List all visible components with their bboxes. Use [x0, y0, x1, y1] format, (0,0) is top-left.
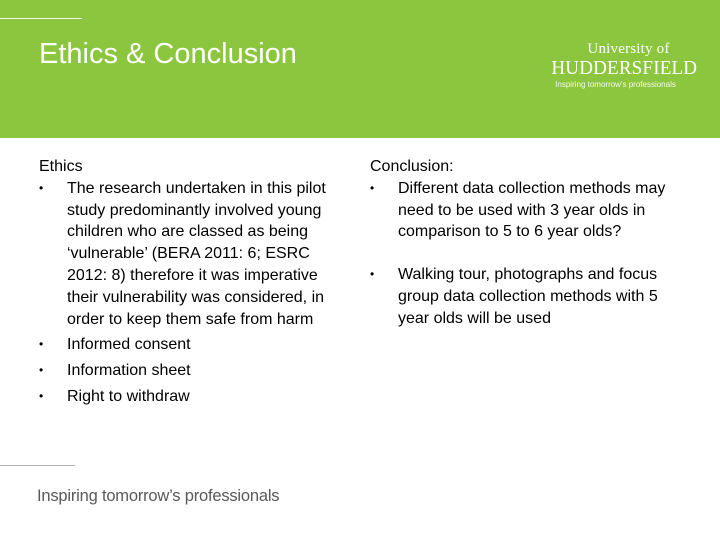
header-divider: [0, 18, 82, 19]
conclusion-section: [370, 156, 670, 330]
bullet-point-icon: •: [39, 337, 44, 352]
ethics-heading: Ethics: [39, 158, 83, 175]
conclusion-heading: Conclusion:: [370, 158, 454, 175]
ethics-bullet-text: Information sheet: [67, 362, 191, 380]
ethics-bullet-text: Informed consent: [67, 336, 191, 354]
ethics-bullet-text: Right to withdraw: [67, 387, 190, 405]
bullet-point-icon: •: [39, 363, 44, 378]
logo-university-text: University of: [587, 41, 670, 57]
ethics-bullet-item: [39, 360, 349, 382]
logo-huddersfield-wordmark: HUDDERSFIELD: [551, 57, 698, 79]
ethics-bullet-item: [39, 334, 349, 356]
slide-title: Ethics & Conclusion: [39, 38, 297, 70]
footer-divider: [0, 465, 75, 466]
conclusion-bullet-text: Different data collection methods may need to be used with 3 year olds in comparison to 5 to 6 year olds?: [398, 179, 666, 241]
bullet-point-icon: •: [39, 388, 44, 403]
university-logo: [548, 41, 698, 89]
bullet-point-icon: •: [370, 180, 375, 195]
ethics-bullet-list: [39, 178, 349, 408]
bullet-point-icon: •: [370, 267, 375, 282]
conclusion-bullet-item: [370, 178, 670, 243]
conclusion-bullet-item: [370, 264, 670, 329]
ethics-bullet-text: The research undertaken in this pilot study predominantly involved young children who are classed as being ‘vulnerable’ (BERA 2011: 6; ESRC 2012: 8) therefore it was imperative their vulnerability was considered, in order to keep them safe from harm: [67, 179, 326, 328]
footer-tagline: Inspiring tomorrow’s professionals: [37, 487, 280, 505]
conclusion-bullet-list: [370, 178, 670, 330]
ethics-bullet-item: [39, 386, 349, 408]
bullet-point-icon: •: [39, 180, 44, 195]
ethics-bullet-item: [39, 178, 349, 331]
conclusion-bullet-text: Walking tour, photographs and focus group data collection methods with 5 year olds will be used: [398, 266, 658, 327]
logo-tagline: Inspiring tomorrow's professionals: [555, 80, 676, 89]
ethics-section: [39, 156, 349, 408]
